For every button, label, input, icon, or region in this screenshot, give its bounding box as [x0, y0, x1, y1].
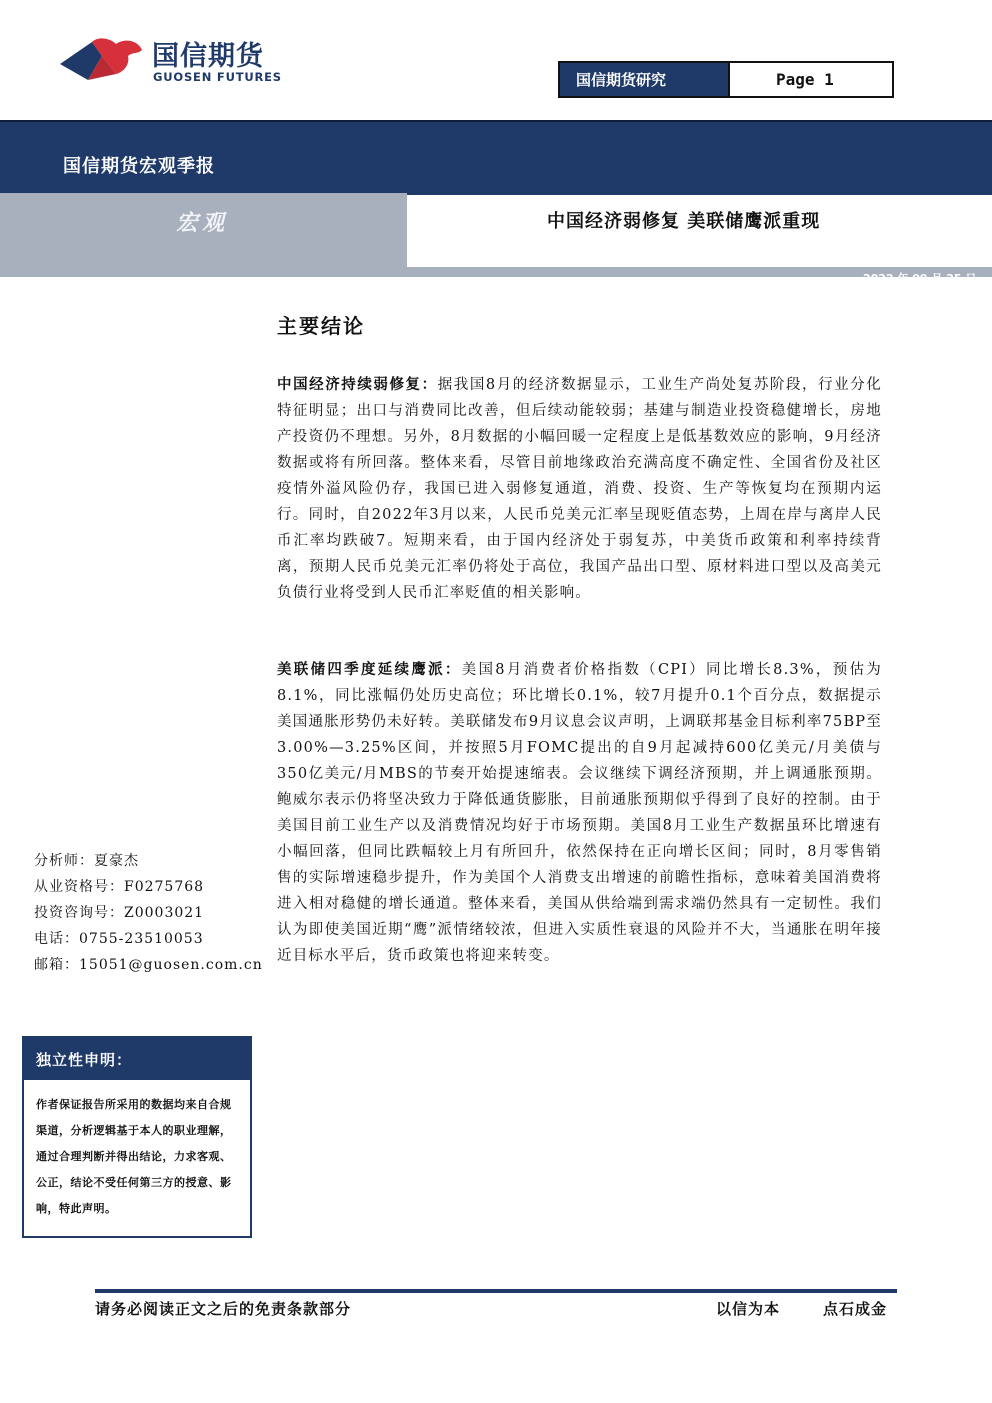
paragraph-text: 美国8月消费者价格指数（CPI）同比增长8.3%，预估为8.1%，同比涨幅仍处历史高位；环比增长0.1%，较7月提升0.1个百分点，数据提示美国通胀形势仍未好转。美联储发布9月议息会议声明，上调联邦基金目标利率75BP至3.00%—3.25%区间，并按照5月FOMC提出的自9月起减持600亿美元/月美债与350亿美元/月MBS的节奏开始提速缩表。会议继续下调经济预期，并上调通胀预期。鲍威尔表示仍将坚决致力于降低通货膨胀，目前通胀预期似乎得到了良好的控制。由于美国目前工业生产以及消费情况均好于市场预期。美国8月工业生产数据虽环比增速有小幅回落，但同比跌幅较上月有所回升，依然保持在正向增长区间；同时，8月零售销售的实际增速稳步提升，作为美国个人消费支出增速的前瞻性指标，意味着美国消费将进入相对稳健的增长通道。整体来看，美国从供给端到需求端仍然具有一定韧性。我们认为即使美国近期“鹰”派情绪较浓，但进入实质性衰退的风险并不大，当通胀在明年接近目标水平后，货币政策也将迎来转变。 — [277, 662, 882, 964]
sector-label: 宏观 — [176, 210, 229, 236]
analyst-email[interactable]: 邮箱：15051@guosen.com.cn — [34, 957, 263, 973]
disclaimer-notice: 请务必阅读正文之后的免责条款部分 — [95, 1300, 352, 1318]
report-headline: 中国经济弱修复 美联储鹰派重现 — [547, 211, 821, 232]
conclusion-paragraph — [277, 657, 882, 969]
analyst-phone: 电话：0755-23510053 — [34, 931, 204, 947]
footer-divider — [95, 1289, 897, 1293]
footer-slogan-1: 以信为本 — [716, 1300, 781, 1318]
guosen-logo-icon — [58, 34, 148, 86]
date-band — [0, 267, 992, 277]
logo-english-name: GUOSEN FUTURES — [153, 70, 282, 84]
paragraph-lead: 中国经济持续弱修复： — [277, 376, 438, 393]
analyst-info — [34, 848, 263, 978]
report-date: 2022 年 09 月 25 日 — [863, 272, 977, 285]
paragraph-text: 据我国8月的经济数据显示，工业生产尚处复苏阶段，行业分化特征明显；出口与消费同比改善，但后续动能较弱；基建与制造业投资稳健增长，房地产投资仍不理想。另外，8月数据的小幅回暖一定程度上是低基数效应的影响，9月经济数据或将有所回落。整体来看，尽管目前地缘政治充满高度不确定性、全国省份及社区疫情外溢风险仍存，我国已进入弱修复通道，消费、投资、生产等恢复均在预期内运行。同时，自2022年3月以来，人民币兑美元汇率呈现贬值态势，上周在岸与离岸人民币汇率均跌破7。短期来看，由于国内经济处于弱复苏，中美货币政策和利率持续背离，预期人民币兑美元汇率仍将处于高位，我国产品出口型、原材料进口型以及高美元负债行业将受到人民币汇率贬值的相关影响。 — [277, 377, 883, 601]
logo-chinese-name: 国信期货 — [152, 41, 264, 72]
section-title: 主要结论 — [277, 314, 365, 338]
independence-title: 独立性申明： — [24, 1038, 250, 1080]
analyst-qualification: 从业资格号：F0275768 — [34, 879, 205, 895]
report-label-box — [558, 61, 894, 98]
report-series-title: 国信期货宏观季报 — [63, 156, 215, 177]
analyst-name: 分析师：夏豪杰 — [34, 853, 139, 869]
analyst-consulting-number: 投资咨询号：Z0003021 — [34, 905, 205, 921]
footer-slogan-2: 点石成金 — [823, 1300, 888, 1318]
independence-body: 作者保证报告所采用的数据均来自合规渠道，分析逻辑基于本人的职业理解，通过合理判断并得出结论，力求客观、公正，结论不受任何第三方的授意、影响，特此声明。 — [36, 1098, 232, 1215]
page-number: Page 1 — [728, 63, 892, 96]
research-label: 国信期货研究 — [560, 63, 728, 96]
conclusion-paragraph — [277, 372, 882, 606]
paragraph-lead: 美联储四季度延续鹰派： — [277, 661, 462, 678]
independence-statement — [22, 1036, 252, 1238]
